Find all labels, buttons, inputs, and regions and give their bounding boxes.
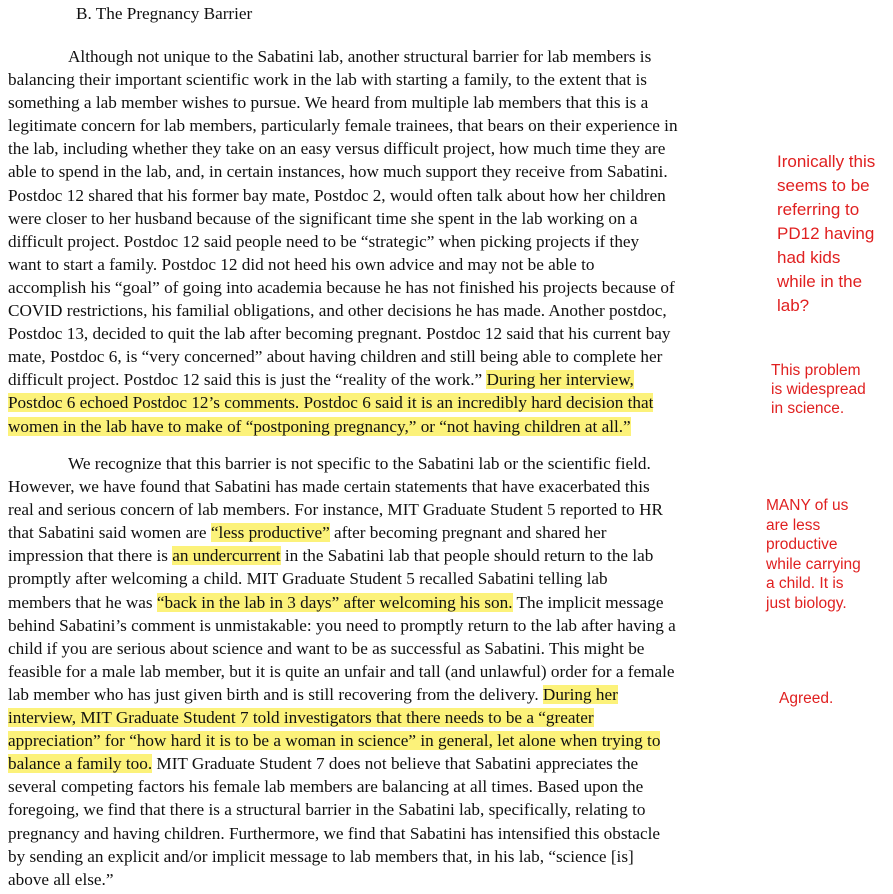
highlighted-text: interview, MIT Graduate Student 7 told investigators that there needs to be a “greater — [8, 708, 594, 728]
text-line — [8, 137, 778, 160]
text-line — [8, 68, 778, 91]
text-line — [8, 544, 778, 567]
annotation-line: while carrying — [766, 555, 861, 573]
text-segment: COVID restrictions, his familial obligations, and other decisions he has made. Another postdoc, — [8, 301, 667, 321]
highlighted-text: Postdoc 6 echoed Postdoc 12’s comments. Postdoc 6 said it is an incredibly hard decision that — [8, 393, 654, 413]
annotation-line: Agreed. — [779, 690, 834, 707]
text-line — [8, 775, 778, 798]
highlighted-text: appreciation” for “how hard it is to be a woman in science” in general, let alone when trying to — [8, 731, 661, 751]
margin-note-ironically — [777, 150, 875, 318]
text-line — [8, 868, 778, 891]
text-line — [8, 160, 778, 183]
annotation-line: lab? — [777, 296, 810, 315]
highlighted-text: During her interview, — [486, 370, 634, 390]
text-line — [8, 683, 778, 706]
annotation-line: had kids — [777, 248, 841, 267]
margin-note-agreed — [779, 689, 833, 709]
text-line — [8, 614, 778, 637]
text-segment: foregoing, we find that there is a structural barrier in the Sabatini lab, specifically, relating to — [8, 800, 646, 820]
text-segment: impression that there is — [8, 546, 173, 566]
text-segment: the lab, including whether they take on an easy versus difficult project, how much time they are — [8, 139, 666, 159]
text-line — [8, 230, 778, 253]
text-line — [8, 299, 778, 322]
annotation-line: referring to — [777, 200, 860, 219]
text-segment: in the Sabatini lab that people should return to the lab — [280, 546, 654, 566]
text-line — [8, 415, 778, 438]
text-segment: Postdoc 13, decided to quit the lab after becoming pregnant. Postdoc 12 said that his current bay — [8, 324, 671, 344]
text-line — [8, 822, 778, 845]
text-line — [8, 184, 778, 207]
text-line — [8, 591, 778, 614]
text-segment: promptly after welcoming a child. MIT Graduate Student 5 recalled Sabatini telling lab — [8, 569, 608, 589]
annotation-line: This problem — [771, 362, 861, 379]
text-segment: difficult project. Postdoc 12 said this is just the “reality of the work.” — [8, 370, 487, 390]
annotation-line: PD12 having — [777, 224, 875, 243]
annotation-line: while in the — [777, 272, 863, 291]
highlighted-text: an undercurrent — [172, 546, 281, 566]
annotation-line: Ironically this — [777, 152, 876, 171]
highlighted-text: “less productive” — [210, 523, 330, 543]
annotation-line: MANY of us — [766, 497, 849, 514]
text-line — [8, 706, 778, 729]
text-segment: However, we have found that Sabatini has made certain statements that have exacerbated this — [8, 477, 650, 497]
text-segment: pregnancy and having children. Furthermore, we find that Sabatini has intensified this obstacle — [8, 823, 660, 843]
text-segment: above all else.” — [8, 869, 114, 889]
text-segment: behind Sabatini’s comment is unmistakable: you need to promptly return to the lab after having a — [8, 615, 676, 635]
text-line — [8, 637, 778, 660]
text-line — [8, 391, 778, 414]
text-segment: legitimate concern for lab members, particularly female trainees, that bears on their experience in — [8, 116, 678, 136]
text-segment: were closer to her husband because of the significant time she spent in the lab working on a — [8, 208, 638, 228]
text-line — [8, 253, 778, 276]
text-segment: after becoming pregnant and shared her — [329, 523, 607, 543]
text-segment: want to start a family. Postdoc 12 did not heed his own advice and may not be able to — [8, 254, 595, 274]
text-line — [8, 521, 778, 544]
margin-note-widespread — [771, 361, 866, 418]
text-line — [8, 567, 778, 590]
text-line — [8, 368, 778, 391]
text-segment: accomplish his “goal” of going into academia because he has not finished his projects because of — [8, 277, 675, 297]
paragraph-sabatini-statements — [8, 452, 778, 891]
text-segment: Although not unique to the Sabatini lab, another structural barrier for lab members is — [68, 47, 652, 66]
text-segment: members that he was — [8, 592, 157, 612]
text-segment: The implicit message — [512, 592, 664, 612]
text-line — [8, 798, 778, 821]
text-segment: several competing factors his female lab members are balancing at all times. Based upon the — [8, 777, 644, 797]
text-segment: feasible for a male lab member, but it is quite an unfair and tall (and unlawful) order for a female — [8, 661, 675, 681]
text-line — [8, 45, 778, 68]
text-segment: child if you are serious about science and want to be as successful as Sabatini. This might be — [8, 638, 645, 658]
annotation-line: a child. It is — [766, 575, 844, 592]
text-segment: able to spend in the lab, and, in certain instances, how much support they receive from Sabatini. — [8, 162, 668, 182]
annotation-line: productive — [766, 536, 838, 553]
paragraph-pregnancy-barrier — [8, 45, 778, 438]
annotation-line: just biology. — [766, 594, 847, 612]
text-line — [8, 207, 778, 230]
text-segment: by sending an explicit and/or implicit message to lab members that, in his lab, “science [is] — [8, 846, 634, 866]
text-segment: MIT Graduate Student 7 does not believe that Sabatini appreciates the — [152, 754, 639, 774]
text-segment: mate, Postdoc 6, is “very concerned” about having children and still being able to complete her — [8, 347, 663, 367]
text-line — [8, 114, 778, 137]
text-line — [8, 729, 778, 752]
annotation-line: in science. — [771, 400, 845, 417]
text-line — [8, 660, 778, 683]
text-line — [8, 345, 778, 368]
highlighted-text: During her — [542, 684, 618, 704]
text-line — [8, 91, 778, 114]
annotation-line: is widespread — [771, 381, 866, 398]
text-line — [8, 752, 778, 775]
text-line — [8, 452, 778, 475]
highlighted-text: balance a family too. — [8, 754, 153, 774]
annotation-line: seems to be — [777, 176, 870, 195]
text-segment: that Sabatini said women are — [8, 523, 211, 543]
text-line — [8, 322, 778, 345]
text-line — [8, 498, 778, 521]
margin-note-less-productive — [766, 496, 861, 613]
text-segment: difficult project. Postdoc 12 said people need to be “strategic” when picking projects if they — [8, 231, 640, 251]
text-line — [8, 475, 778, 498]
text-segment: lab member who has just given birth and is still recovering from the delivery. — [8, 684, 543, 704]
text-line — [8, 276, 778, 299]
text-segment: something a lab member wishes to pursue. We heard from multiple lab members that this is a — [8, 93, 649, 113]
section-heading: B. The Pregnancy Barrier — [76, 4, 253, 23]
highlighted-text: women in the lab have to make of “postponing pregnancy,” or “not having children at all.” — [8, 416, 631, 436]
annotation-line: are less — [766, 516, 821, 534]
text-line — [8, 845, 778, 868]
text-segment: We recognize that this barrier is not specific to the Sabatini lab or the scientific field. — [68, 454, 651, 473]
highlighted-text: “back in the lab in 3 days” after welcoming his son. — [156, 592, 513, 612]
text-segment: real and serious concern of lab members. For instance, MIT Graduate Student 5 reported to HR — [8, 500, 664, 520]
text-segment: Postdoc 12 shared that his former bay mate, Postdoc 2, would often talk about how her children — [8, 185, 666, 205]
text-segment: balancing their important scientific work in the lab with starting a family, to the extent that is — [8, 70, 647, 90]
